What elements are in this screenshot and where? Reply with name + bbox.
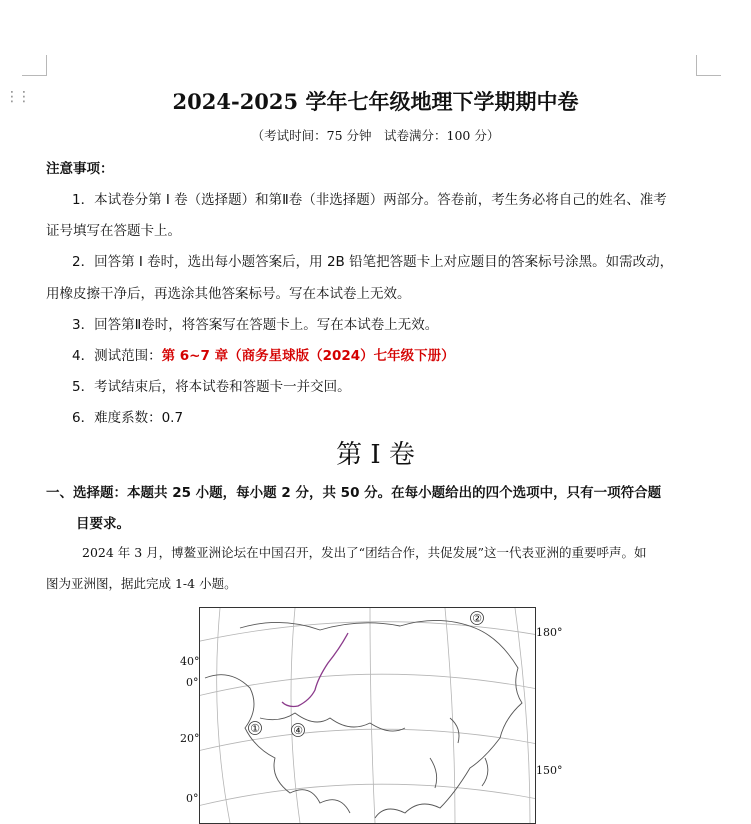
map-marker-label: ④ <box>293 724 303 737</box>
test-scope-highlight: 第 6~7 章（商务星球版（2024）七年级下册） <box>161 348 455 364</box>
note-item-5: 5．考试结束后，将本试卷和答题卡一并交回。 <box>72 379 351 395</box>
section-heading-line-1: 一、选择题：本题共 25 小题，每小题 2 分，共 50 分。在每小题给出的四个选项中，只有一项符合题 <box>46 485 662 501</box>
asia-map-drawing <box>200 608 535 823</box>
note-item-4-prefix: 4．测试范围： <box>72 348 162 364</box>
asia-map <box>199 607 536 824</box>
note-item-4 <box>72 344 455 364</box>
drag-handle-icon[interactable]: ⋮⋮ <box>5 89 29 105</box>
note-item-2-line-2: 用橡皮擦干净后，再选涂其他答案标号。写在本试卷上无效。 <box>46 286 411 302</box>
note-item-3: 3．回答第Ⅱ卷时，将答案写在答题卡上。写在本试卷上无效。 <box>72 317 439 333</box>
map-lat-label: 0° <box>186 792 199 805</box>
map-lat-label: 40° <box>180 655 200 668</box>
note-item-2-line-1: 2．回答第 I 卷时，选出每小题答案后，用 2B 铅笔把答题卡上对应题目的答案标号涂黑。如需改动， <box>72 254 674 270</box>
map-marker-label: ① <box>250 722 260 735</box>
crop-mark-top-left <box>22 55 47 76</box>
note-item-1-line-1: 1．本试卷分第 I 卷（选择题）和第Ⅱ卷（非选择题）两部分。答卷前，考生务必将自己的姓名、准考 <box>72 192 667 208</box>
map-lon-label: 180° <box>536 626 563 639</box>
question-context-line-2: 图为亚洲图，据此完成 1-4 小题。 <box>46 576 237 591</box>
crop-mark-top-right <box>696 55 721 76</box>
map-lat-label: 0° <box>186 676 199 689</box>
exam-info: （考试时间：75 分钟 试卷满分：100 分） <box>251 128 500 143</box>
volume-title: 第 I 卷 <box>336 440 415 470</box>
map-lat-label: 20° <box>180 732 200 745</box>
coastline <box>205 620 522 818</box>
section-heading-line-2: 目要求。 <box>76 516 130 532</box>
map-graticule <box>200 608 535 823</box>
asia-europe-boundary <box>282 633 348 707</box>
map-marker-label: ② <box>472 612 482 625</box>
map-lon-label: 150° <box>536 764 563 777</box>
notes-heading: 注意事项： <box>46 161 114 177</box>
question-context-line-1: 2024 年 3 月，博鳌亚洲论坛在中国召开，发出了“团结合作，共促发展”这一代表亚洲的重要呼声。如 <box>82 545 647 560</box>
page-title: 2024-2025 学年七年级地理下学期期中卷 <box>172 89 579 114</box>
note-item-6: 6．难度系数：0.7 <box>72 410 184 426</box>
note-item-1-line-2: 证号填写在答题卡上。 <box>46 223 181 239</box>
